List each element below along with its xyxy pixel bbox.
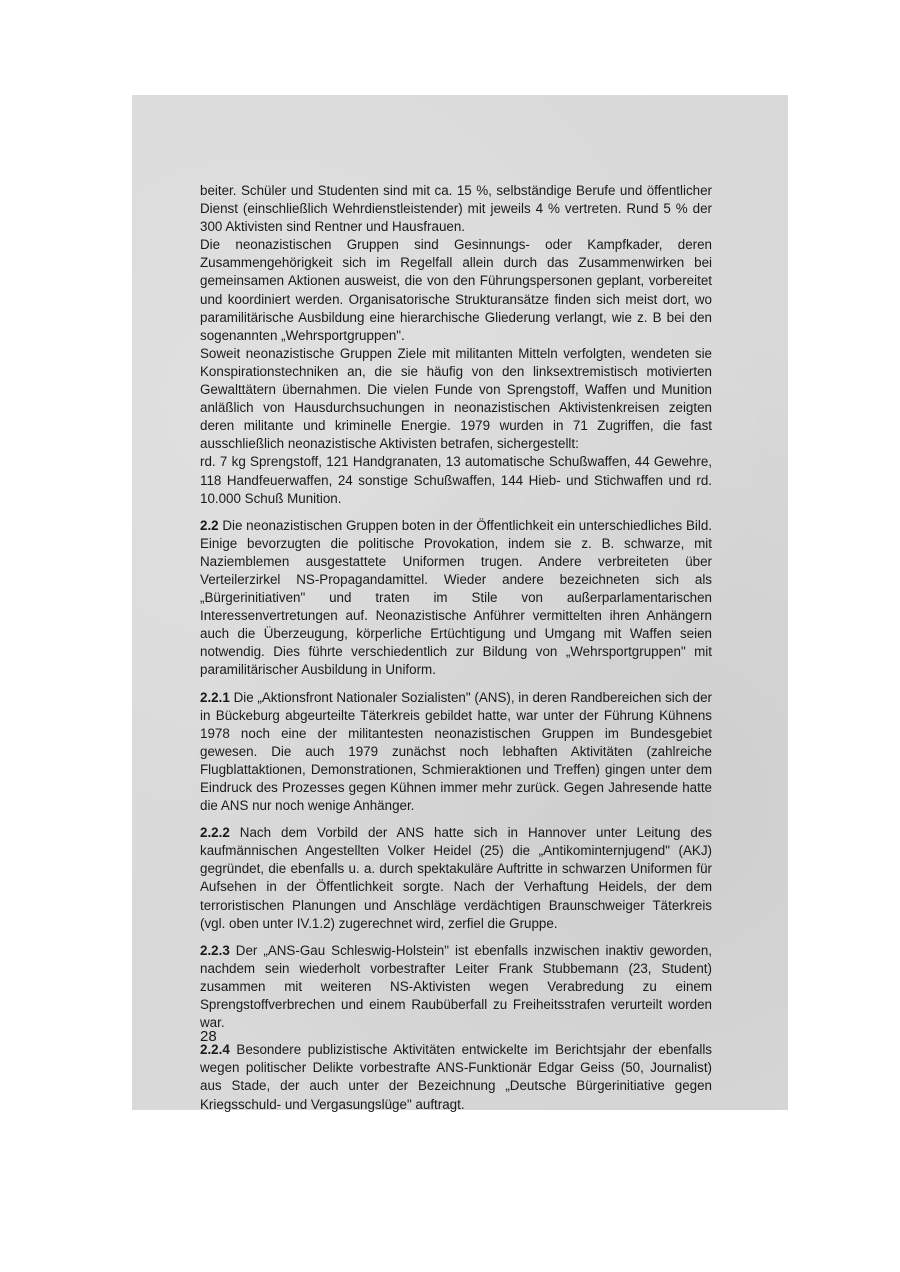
page-body [200, 182, 712, 1114]
section-number: 2.2.1 [200, 689, 230, 705]
section-2-2-1 [200, 689, 712, 816]
section-number: 2.2.2 [200, 825, 230, 841]
section-text: Nach dem Vorbild der ANS hatte sich in Hannover unter Leitung des kaufmännischen Angestellten Volker Heidel (25) die „Antikominternjugend" (AKJ) gegründet, die ebenfalls u. a. durch spektakuläre Auftritte in schwarzen Uniformen für Aufsehen in der Öffentlichkeit sorgte. Nach der Verhaftung Heidels, der dem terroristischen Planungen und Anschläge verdächtigen Braunschweiger Täterkreis (vgl. oben unter IV.1.2) zugerechnet wird, zerfiel die Gruppe. [200, 825, 712, 931]
section-text: Die „Aktionsfront Nationaler Sozialisten" (ANS), in deren Randbereichen sich der in Bückeburg abgeurteilte Täterkreis gebildet hatte, war unter der Führung Kühnens 1978 noch eine der militantesten neonazistischen Gruppen im Bundesgebiet gewesen. Die auch 1979 zunächst noch lebhaften Aktivitäten (zahlreiche Flugblattaktionen, Demonstrationen, Schmieraktionen und Treffen) gingen unter dem Eindruck des Prozesses gegen Kühnen immer mehr zurück. Gegen Jahresende hatte die ANS nur noch wenige Anhänger. [200, 689, 712, 814]
paragraph: rd. 7 kg Sprengstoff, 121 Handgranaten, 13 automatische Schußwaffen, 44 Gewehre, 118 Handfeuerwaffen, 24 sonstige Schußwaffen, 144 Hieb- und Stichwaffen und rd. 10.000 Schuß Munition. [200, 454, 712, 506]
section-2-2-4 [200, 1041, 712, 1113]
section-2-2-3 [200, 942, 712, 1032]
paragraph: Die neonazistischen Gruppen sind Gesinnungs- oder Kampfkader, deren Zusammengehörigkeit sich im Regelfall allein durch das Zusammenwirken bei gemeinsamen Aktionen ausweist, die von den Führungspersonen geplant, vorbereitet und koordiniert werden. Organisatorische Strukturansätze finden sich meist dort, wo paramilitärische Ausbildung eine hierarchische Gliederung verlangt, wie z. B bei den sogenannten „Wehrsportgruppen". [200, 237, 712, 343]
section-2-2 [200, 517, 712, 680]
paragraph: Soweit neonazistische Gruppen Ziele mit militanten Mitteln verfolgten, wendeten sie Konspirationstechniken an, die sie häufig von den linksextremistisch motivierten Gewalttätern übernahmen. Die vielen Funde von Sprengstoff, Waffen und Munition anläßlich von Hausdurchsuchungen in neonazistischen Aktivistenkreisen zeigten deren militante und kriminelle Energie. 1979 wurden in 71 Zugriffen, die fast ausschließlich neonazistische Aktivisten betrafen, sichergestellt: [200, 345, 712, 452]
section-text: Besondere publizistische Aktivitäten entwickelte im Berichtsjahr der ebenfalls wegen politischer Delikte vorbestrafte ANS-Funktionär Edgar Geiss (50, Journalist) aus Stade, der auch unter der Bezeichnung „Deutsche Bürgerinitiative gegen Kriegsschuld- und Vergasungslüge" auftragt. [200, 1042, 712, 1112]
section-text: Die neonazistischen Gruppen boten in der Öffentlichkeit ein unterschiedliches Bild. Einige bevorzugten die politische Provokation, indem sie z. B. schwarze, mit Naziemblemen ausgestattete Uniformen trugen. Andere verbreiteten über Verteilerzirkel NS-Propagandamittel. Wieder andere bezeichneten sich als „Bürgerinitiativen" und traten im Stile von außerparlamentarischen Interessenvertretungen auf. Neonazistische Anführer vermittelten ihren Anhängern auch die Überzeugung, körperliche Ertüchtigung und Umgang mit Waffen seien notwendig. Dies führte verschiedentlich zur Bildung von „Wehrsportgruppen" mit paramilitärischer Ausbildung in Uniform. [200, 517, 712, 678]
section-text: Der „ANS-Gau Schleswig-Holstein" ist ebenfalls inzwischen inaktiv geworden, nachdem sein wiederholt vorbestrafter Leiter Frank Stubbemann (23, Student) zusammen mit weiteren NS-Aktivisten wegen Verabredung zu einem Sprengstoffverbrechen und einem Raubüberfall zu Freiheitsstrafen verurteilt worden war. [200, 942, 712, 1031]
section-2-2-2 [200, 824, 712, 933]
paragraph: beiter. Schüler und Studenten sind mit ca. 15 %, selbständige Berufe und öffentlicher Dienst (einschließlich Wehrdienstleistender) mit jeweils 4 % vertreten. Rund 5 % der 300 Aktivisten sind Rentner und Hausfrauen. [200, 183, 712, 235]
section-number: 2.2.4 [200, 1042, 230, 1058]
section-number: 2.2 [200, 517, 219, 533]
section-number: 2.2.3 [200, 942, 230, 958]
page-number: 28 [200, 1028, 217, 1045]
